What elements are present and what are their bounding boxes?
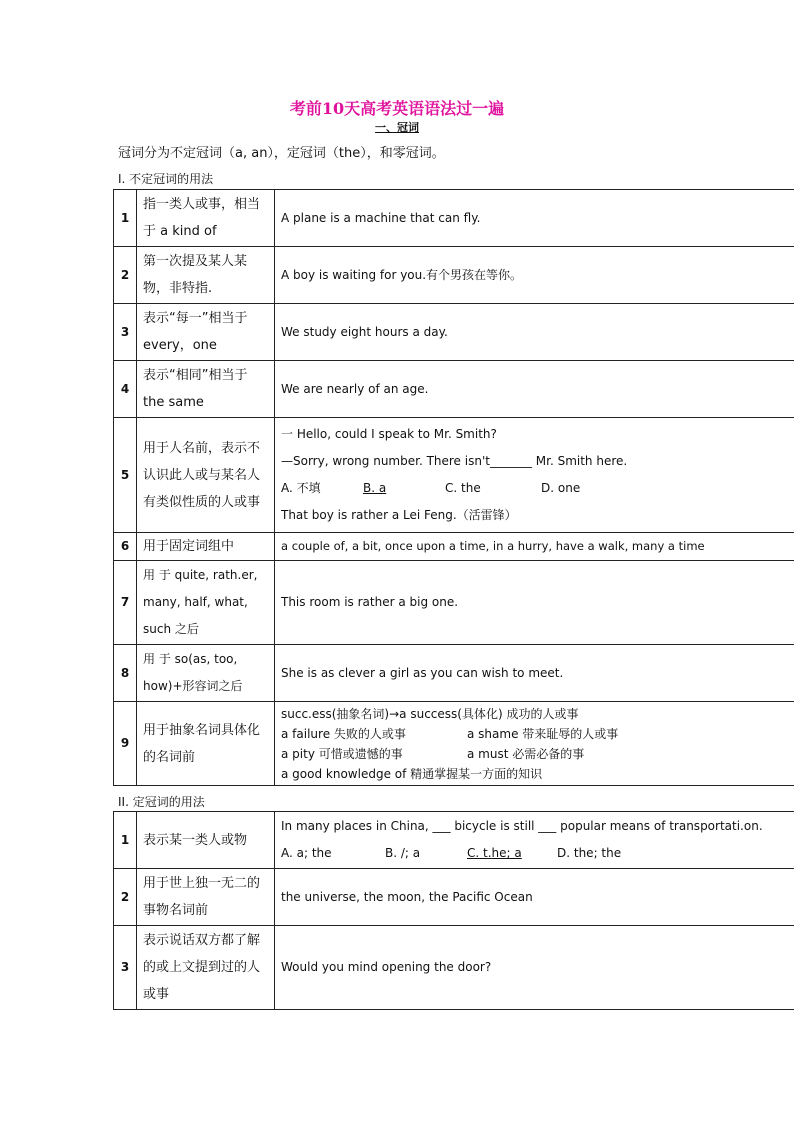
usage-cell: 用于抽象名词具体化的名词前 [137,702,275,786]
option-c-answer: C. t.he; a [467,846,522,860]
option-b-answer: B. a [363,481,387,495]
table-row [114,304,794,361]
row-number: 6 [114,533,137,561]
example-cell [275,418,794,533]
table-row [114,702,794,786]
option-a: A. a; the [281,846,332,860]
usage-cell: 表示“相同”相当于 the same [137,361,275,418]
row-number: 4 [114,361,137,418]
table-row [114,247,794,304]
intro-text: 冠词分为不定冠词（a, an），定冠词（the），和零冠词。 [118,146,445,161]
example-cell: We study eight hours a day. [275,304,794,361]
example-line: a good knowledge of 精通掌握某一方面的知识 [281,766,543,781]
option-a: A. 不填 [281,481,321,495]
document-title: 考前10天高考英语语法过一遍 [289,99,505,118]
example-line: succ.ess(抽象名词)→a success(具体化) 成功的人或事 [281,706,579,721]
option-d: D. one [541,481,581,495]
row-number: 3 [114,926,137,1010]
row-number: 1 [114,812,137,869]
row-number: 7 [114,561,137,645]
usage-cell: 用于世上独一无二的事物名词前 [137,869,275,926]
row-number: 3 [114,304,137,361]
example-cell: We are nearly of an age. [275,361,794,418]
table-row [114,190,794,247]
dialogue-line: 一 Hello, could I speak to Mr. Smith? [281,427,497,441]
example-line: a pity 可惜或遗憾的事 a must 必需必备的事 [281,746,585,761]
row-number: 2 [114,247,137,304]
definite-article-table [113,811,794,1010]
section2-heading: II. 定冠词的用法 [118,795,205,809]
usage-cell: 表示“每一”相当于 every，one [137,304,275,361]
usage-cell: 指一类人或事，相当于 a kind of [137,190,275,247]
row-number: 8 [114,645,137,702]
options-line [281,475,788,502]
table-row [114,561,794,645]
usage-cell: 表示说话双方都了解的或上文提到过的人或事 [137,926,275,1010]
example-cell: the universe, the moon, the Pacific Ocean [275,869,794,926]
table-row [114,361,794,418]
table-row [114,926,794,1010]
example-cell: a couple of, a bit, once upon a time, in a hurry, have a walk, many a time [275,533,794,561]
usage-cell: 第一次提及某人某物，非特指. [137,247,275,304]
example-line: That boy is rather a Lei Feng.（活雷锋） [281,508,517,522]
section-subtitle: 一、冠词 [375,121,419,134]
example-cell: Would you mind opening the door? [275,926,794,1010]
table-row [114,533,794,561]
example-cell: This room is rather a big one. [275,561,794,645]
option-c: C. the [445,481,481,495]
dialogue-line: —Sorry, wrong number. There isn't_______ Mr. Smith here. [281,454,628,468]
example-cell: A plane is a machine that can fly. [275,190,794,247]
row-number: 2 [114,869,137,926]
indefinite-article-table [113,189,794,786]
usage-cell: 用于固定词组中 [137,533,275,561]
usage-cell: 表示某一类人或物 [137,812,275,869]
example-cell [275,812,794,869]
option-b: B. /; a [385,846,421,860]
usage-cell: 用于人名前，表示不认识此人或与某名人有类似性质的人或事 [137,418,275,533]
row-number: 9 [114,702,137,786]
example-cell: She is as clever a girl as you can wish to meet. [275,645,794,702]
option-d: D. the; the [557,846,622,860]
example-cell [275,702,794,786]
usage-cell: 用 于 quite, rath.er, many, half, what, such 之后 [137,561,275,645]
question-line: In many places in China, ___ bicycle is still ___ popular means of transportati.on. [281,819,763,833]
options-line [281,840,788,867]
row-number: 5 [114,418,137,533]
usage-cell: 用 于 so(as, too, how)+形容词之后 [137,645,275,702]
table-row [114,812,794,869]
example-cell: A boy is waiting for you.有个男孩在等你。 [275,247,794,304]
table-row [114,418,794,533]
table-row [114,645,794,702]
example-line: a failure 失败的人或事 a shame 带来耻辱的人或事 [281,726,619,741]
section1-heading: I. 不定冠词的用法 [118,172,214,186]
table-row [114,869,794,926]
row-number: 1 [114,190,137,247]
